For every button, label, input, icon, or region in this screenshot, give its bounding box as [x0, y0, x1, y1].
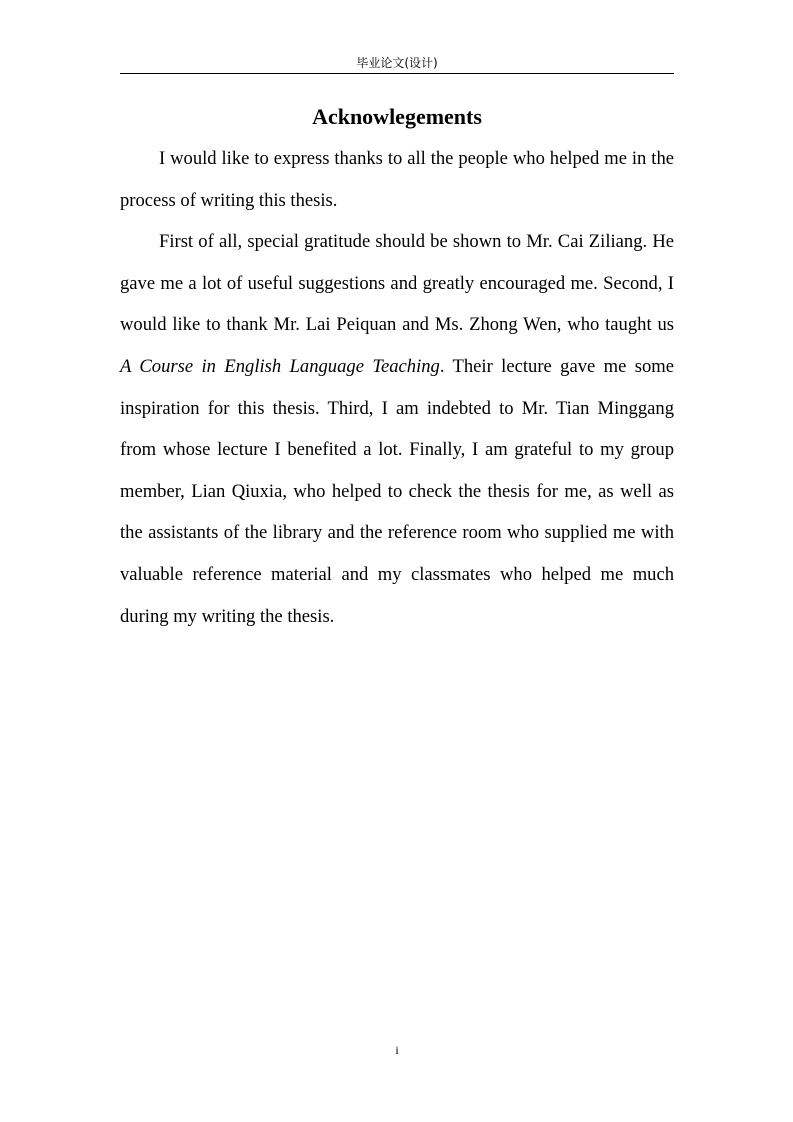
header-rule [120, 73, 674, 74]
paragraph-1: I would like to express thanks to all the people who helped me in the process of writing this thesis. [120, 148, 674, 211]
paragraph-2-part-1: First of all, special gratitude should be shown to Mr. Cai Ziliang. He gave me a lot of useful suggestions and greatly encouraged me. Second, I would like to thank Mr. Lai Peiquan and Ms. Zhong Wen, who taught us [120, 231, 674, 336]
paragraph-2 [120, 221, 674, 637]
course-title: A Course in English Language Teaching [120, 355, 440, 377]
body-text [120, 138, 674, 637]
page-title: Acknowlegements [312, 104, 482, 129]
running-header: 毕业论文(设计) [356, 56, 438, 70]
paragraph-2-part-2: . Their lecture gave me some inspiration for this thesis. Third, I am indebted to Mr. Tian Minggang from whose lecture I benefited a lot. Finally, I am grateful to my group member, Lian Qiuxia, who helped to check the thesis for me, as well as the assistants of the library and the reference room who supplied me with valuable reference material and my classmates who helped me much during my writing the thesis. [120, 355, 674, 627]
page-number: i [395, 1043, 399, 1057]
